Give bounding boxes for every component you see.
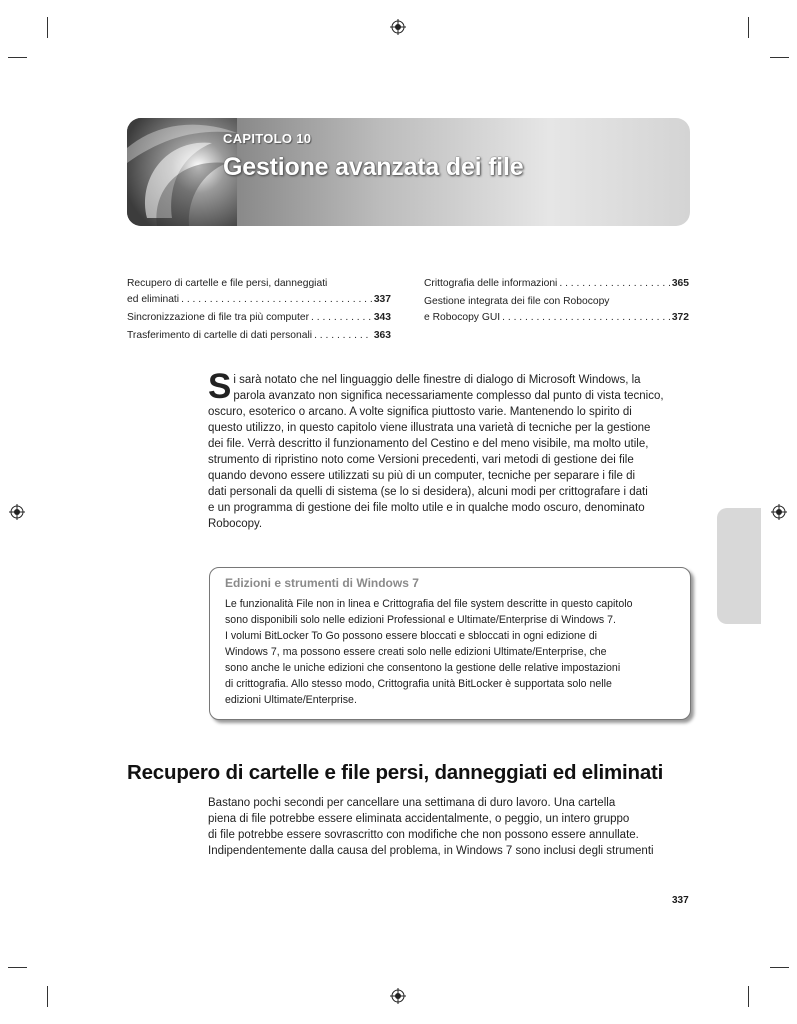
crop-mark <box>8 967 27 968</box>
drop-cap: S <box>208 367 232 406</box>
note-title: Edizioni e strumenti di Windows 7 <box>225 576 419 590</box>
toc-entry-title: Gestione integrata dei file con Robocopy <box>424 296 610 307</box>
toc-page: 363 <box>373 330 391 341</box>
paragraph-line: quando devono essere utilizzati su più di un computer, tecniche per separare i file di <box>208 470 636 482</box>
crop-mark <box>770 967 789 968</box>
paragraph-line: Bastano pochi secondi per cancellare una settimana di duro lavoro. Una cartella <box>208 797 616 809</box>
paragraph-line: e un programma di gestione dei file molto utile e in qualche modo oscuro, denominato <box>208 502 645 514</box>
registration-mark-icon <box>390 988 406 1004</box>
chapter-banner <box>127 118 690 226</box>
crop-mark <box>770 57 789 58</box>
toc-entry-title-cont: ed eliminati <box>127 294 180 305</box>
intro-paragraph <box>208 367 688 532</box>
paragraph-line: di file potrebbe essere sovrascritto con modifiche che non possono essere annullate. <box>208 829 639 841</box>
paragraph-line: strumento di ripristino noto come Versioni precedenti, vari metodi di gestione dei file <box>208 454 634 466</box>
registration-mark-icon <box>771 504 787 520</box>
note-line: I volumi BitLocker To Go possono essere bloccati e sbloccati in ogni edizione di <box>225 630 597 642</box>
note-line: edizioni Ultimate/Enterprise. <box>225 694 357 706</box>
sidebar-note <box>209 567 691 720</box>
crop-mark <box>47 986 48 1007</box>
swirl-decoration-icon <box>127 118 237 226</box>
chapter-thumb-tab <box>717 508 761 624</box>
toc-entry-title: Sincronizzazione di file tra più computer <box>127 312 310 323</box>
note-line: sono disponibili solo nelle edizioni Professional e Ultimate/Enterprise di Windows 7. <box>225 614 616 626</box>
paragraph-line: piena di file potrebbe essere eliminata accidentalmente, o peggio, un intero gruppo <box>208 813 630 825</box>
toc-entry[interactable] <box>424 276 689 292</box>
note-line: di crittografia. Allo stesso modo, Crittografia unità BitLocker è supportata solo nelle <box>225 678 612 690</box>
registration-mark-icon <box>390 19 406 35</box>
toc-page: 372 <box>671 312 689 323</box>
toc-left <box>127 276 391 346</box>
chapter-label: CAPITOLO 10 <box>223 131 312 146</box>
toc-entry[interactable] <box>127 310 391 326</box>
toc-page: 343 <box>373 312 391 323</box>
toc-entry[interactable] <box>127 276 391 308</box>
paragraph-line: parola avanzato non significa necessariamente complesso dal punto di vista tecnico, <box>233 390 664 402</box>
toc-entry[interactable] <box>424 294 689 326</box>
paragraph-line: dati personali da quelli di sistema (se lo si desidera), alcuni modi per crittografare i dati <box>208 486 648 498</box>
toc-entry-title: Crittografia delle informazioni <box>424 278 558 289</box>
toc-page: 337 <box>373 294 391 305</box>
page-number: 337 <box>672 895 689 906</box>
section-heading: Recupero di cartelle e file persi, danneggiati ed eliminati <box>127 761 664 784</box>
toc-entry-title: Trasferimento di cartelle di dati personali <box>127 330 313 341</box>
crop-mark <box>8 57 27 58</box>
note-line: Le funzionalità File non in linea e Crittografia del file system descritte in questo capitolo <box>225 598 633 610</box>
note-text <box>225 596 680 708</box>
paragraph-line: Indipendentemente dalla causa del problema, in Windows 7 sono inclusi degli strumenti <box>208 845 654 857</box>
crop-mark <box>748 17 749 38</box>
paragraph-line: questo utilizzo, in questo capitolo viene illustrata una varietà di tecniche per la gestione <box>208 422 651 434</box>
crop-mark <box>47 17 48 38</box>
toc-entry-title-cont: e Robocopy GUI <box>424 312 501 323</box>
note-line: sono anche le uniche edizioni che consentono la gestione delle relative impostazioni <box>225 662 621 674</box>
paragraph-line: i sarà notato che nel linguaggio delle finestre di dialogo di Microsoft Windows, la <box>233 374 641 386</box>
section-paragraph <box>208 795 688 859</box>
paragraph-line: Robocopy. <box>208 518 263 530</box>
crop-mark <box>748 986 749 1007</box>
toc-entry[interactable] <box>127 328 391 344</box>
registration-mark-icon <box>9 504 25 520</box>
paragraph-line: dei file. Verrà descritto il funzionamento del Cestino e del meno visibile, ma molto utile, <box>208 438 649 450</box>
toc-right <box>424 276 689 328</box>
toc-entry-title: Recupero di cartelle e file persi, danneggiati <box>127 278 328 289</box>
note-line: Windows 7, ma possono essere creati solo nelle edizioni Ultimate/Enterprise, che <box>225 646 607 658</box>
toc-page: 365 <box>671 278 689 289</box>
paragraph-line: oscuro, esoterico o arcano. A volte significa piuttosto varie. Mantenendo lo spirito di <box>208 406 632 418</box>
chapter-title: Gestione avanzata dei file <box>223 153 524 181</box>
